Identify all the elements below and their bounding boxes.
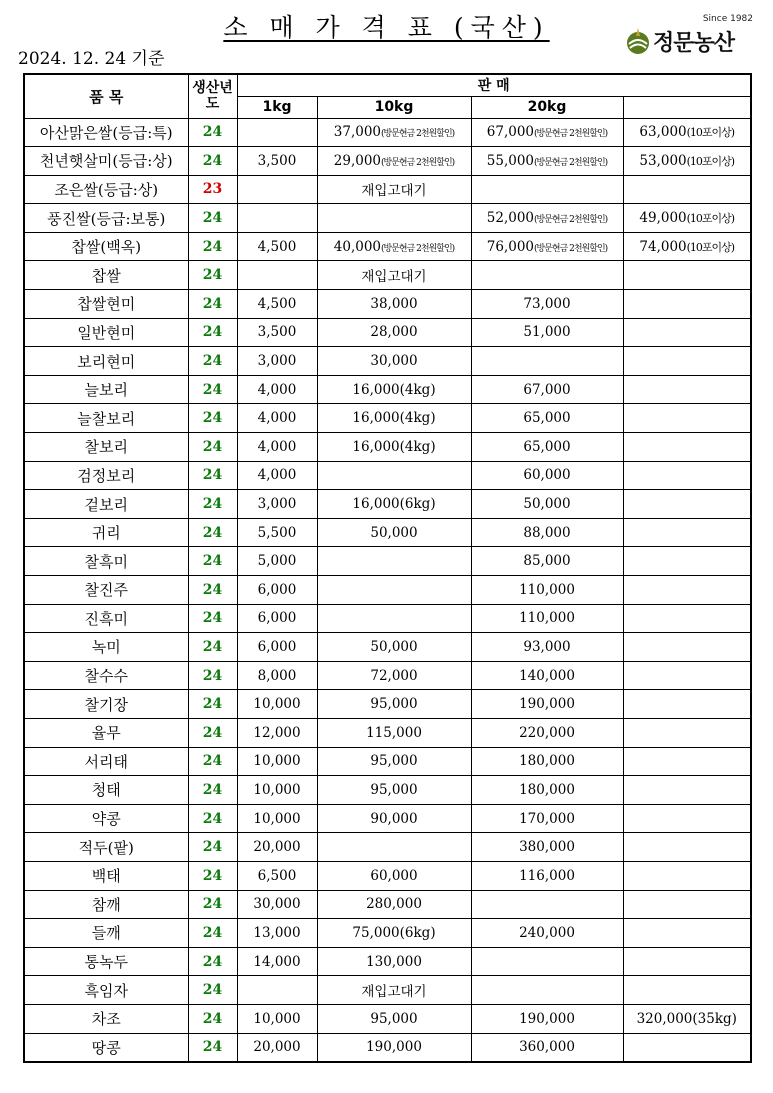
table-row xyxy=(24,518,751,547)
table-row xyxy=(24,776,751,805)
table-row xyxy=(24,318,751,347)
price-bulk: 49,000(10포이상) xyxy=(623,204,751,233)
price-1kg xyxy=(237,175,317,204)
price-10kg: 16,000(4kg) xyxy=(317,404,471,433)
price-bulk xyxy=(623,404,751,433)
price-10kg: 16,000(6kg) xyxy=(317,490,471,519)
price-bulk: 74,000(10포이상) xyxy=(623,232,751,261)
table-row xyxy=(24,232,751,261)
price-1kg: 10,000 xyxy=(237,690,317,719)
production-year: 24 xyxy=(188,318,237,347)
table-row xyxy=(24,633,751,662)
price-1kg xyxy=(237,261,317,290)
table-row xyxy=(24,861,751,890)
production-year: 24 xyxy=(188,890,237,919)
price-10kg: 60,000 xyxy=(317,861,471,890)
item-name: 찰진주 xyxy=(24,576,188,605)
price-10kg xyxy=(317,204,471,233)
price-20kg: 116,000 xyxy=(471,861,623,890)
company-logo xyxy=(625,14,755,60)
table-row xyxy=(24,604,751,633)
header-year: 생산년도 xyxy=(188,74,237,118)
price-bulk xyxy=(623,1033,751,1062)
price-1kg: 5,500 xyxy=(237,518,317,547)
price-bulk xyxy=(623,890,751,919)
item-name: 들깨 xyxy=(24,919,188,948)
price-bulk xyxy=(623,461,751,490)
price-1kg xyxy=(237,976,317,1005)
item-name: 녹미 xyxy=(24,633,188,662)
price-1kg: 14,000 xyxy=(237,947,317,976)
price-20kg: 67,000 xyxy=(471,375,623,404)
production-year: 24 xyxy=(188,919,237,948)
header-bulk xyxy=(623,96,751,118)
price-bulk xyxy=(623,690,751,719)
table-row xyxy=(24,976,751,1005)
item-name: 검정보리 xyxy=(24,461,188,490)
item-name: 겉보리 xyxy=(24,490,188,519)
item-name: 차조 xyxy=(24,1004,188,1033)
price-1kg: 6,000 xyxy=(237,633,317,662)
table-row xyxy=(24,690,751,719)
item-name: 찰기장 xyxy=(24,690,188,719)
price-1kg: 6,000 xyxy=(237,576,317,605)
price-10kg: 95,000 xyxy=(317,1004,471,1033)
price-10kg xyxy=(317,604,471,633)
price-bulk: 63,000(10포이상) xyxy=(623,118,751,147)
price-20kg: 190,000 xyxy=(471,1004,623,1033)
table-row xyxy=(24,833,751,862)
price-bulk xyxy=(623,947,751,976)
price-20kg: 180,000 xyxy=(471,747,623,776)
price-1kg: 20,000 xyxy=(237,1033,317,1062)
price-bulk xyxy=(623,861,751,890)
price-1kg: 4,000 xyxy=(237,375,317,404)
item-name: 늘보리 xyxy=(24,375,188,404)
price-1kg: 4,000 xyxy=(237,404,317,433)
price-10kg: 50,000 xyxy=(317,518,471,547)
header-20kg: 20kg xyxy=(471,96,623,118)
price-1kg: 4,000 xyxy=(237,461,317,490)
production-year: 24 xyxy=(188,433,237,462)
price-20kg xyxy=(471,947,623,976)
production-year: 24 xyxy=(188,404,237,433)
table-row xyxy=(24,290,751,319)
production-year: 24 xyxy=(188,204,237,233)
item-name: 풍진쌀(등급:보통) xyxy=(24,204,188,233)
item-name: 약콩 xyxy=(24,804,188,833)
price-20kg: 55,000(방문현금 2천원할인) xyxy=(471,147,623,176)
price-10kg: 16,000(4kg) xyxy=(317,375,471,404)
price-bulk xyxy=(623,547,751,576)
page-title: 소 매 가 격 표 (국산) xyxy=(223,13,550,42)
item-name: 통녹두 xyxy=(24,947,188,976)
price-bulk xyxy=(623,919,751,948)
header-item: 품 목 xyxy=(24,74,188,118)
price-20kg: 110,000 xyxy=(471,604,623,633)
price-bulk xyxy=(623,604,751,633)
production-year: 24 xyxy=(188,290,237,319)
item-name: 찰수수 xyxy=(24,661,188,690)
item-name: 적두(팥) xyxy=(24,833,188,862)
price-10kg: 130,000 xyxy=(317,947,471,976)
price-20kg: 67,000(방문현금 2천원할인) xyxy=(471,118,623,147)
price-10kg xyxy=(317,547,471,576)
price-1kg: 4,500 xyxy=(237,290,317,319)
price-10kg: 90,000 xyxy=(317,804,471,833)
production-year: 24 xyxy=(188,861,237,890)
item-name: 조은쌀(등급:상) xyxy=(24,175,188,204)
price-10kg: 28,000 xyxy=(317,318,471,347)
table-row xyxy=(24,547,751,576)
price-20kg: 52,000(방문현금 2천원할인) xyxy=(471,204,623,233)
item-name: 청태 xyxy=(24,776,188,805)
production-year: 24 xyxy=(188,347,237,376)
price-1kg: 20,000 xyxy=(237,833,317,862)
price-1kg: 4,000 xyxy=(237,433,317,462)
production-year: 24 xyxy=(188,661,237,690)
price-bulk xyxy=(623,290,751,319)
table-row xyxy=(24,947,751,976)
price-20kg: 50,000 xyxy=(471,490,623,519)
item-name: 찹쌀(백옥) xyxy=(24,232,188,261)
price-1kg: 6,000 xyxy=(237,604,317,633)
price-20kg xyxy=(471,261,623,290)
price-bulk xyxy=(623,633,751,662)
production-year: 24 xyxy=(188,976,237,1005)
price-20kg xyxy=(471,175,623,204)
production-year: 24 xyxy=(188,518,237,547)
price-10kg: 30,000 xyxy=(317,347,471,376)
item-name: 흑임자 xyxy=(24,976,188,1005)
price-10kg: 재입고대기 xyxy=(317,175,471,204)
price-bulk xyxy=(623,261,751,290)
price-10kg: 75,000(6kg) xyxy=(317,919,471,948)
item-name: 천년햇살미(등급:상) xyxy=(24,147,188,176)
production-year: 24 xyxy=(188,633,237,662)
price-bulk xyxy=(623,747,751,776)
production-year: 24 xyxy=(188,747,237,776)
price-1kg: 4,500 xyxy=(237,232,317,261)
price-1kg: 10,000 xyxy=(237,1004,317,1033)
production-year: 24 xyxy=(188,461,237,490)
price-bulk: 53,000(10포이상) xyxy=(623,147,751,176)
header-10kg: 10kg xyxy=(317,96,471,118)
price-10kg: 190,000 xyxy=(317,1033,471,1062)
production-year: 24 xyxy=(188,1004,237,1033)
item-name: 찰흑미 xyxy=(24,547,188,576)
header-1kg: 1kg xyxy=(237,96,317,118)
price-1kg: 6,500 xyxy=(237,861,317,890)
item-name: 진흑미 xyxy=(24,604,188,633)
price-10kg xyxy=(317,461,471,490)
production-year: 24 xyxy=(188,1033,237,1062)
price-bulk xyxy=(623,433,751,462)
price-20kg: 60,000 xyxy=(471,461,623,490)
table-row xyxy=(24,261,751,290)
price-1kg xyxy=(237,118,317,147)
price-20kg: 360,000 xyxy=(471,1033,623,1062)
price-bulk xyxy=(623,375,751,404)
price-20kg: 85,000 xyxy=(471,547,623,576)
item-name: 율무 xyxy=(24,718,188,747)
production-year: 24 xyxy=(188,375,237,404)
price-bulk xyxy=(623,976,751,1005)
item-name: 일반현미 xyxy=(24,318,188,347)
item-name: 찹쌀현미 xyxy=(24,290,188,319)
price-1kg: 3,500 xyxy=(237,147,317,176)
price-10kg xyxy=(317,576,471,605)
price-bulk xyxy=(623,175,751,204)
price-bulk xyxy=(623,661,751,690)
price-10kg: 재입고대기 xyxy=(317,261,471,290)
price-bulk xyxy=(623,833,751,862)
price-1kg: 3,000 xyxy=(237,490,317,519)
price-10kg: 50,000 xyxy=(317,633,471,662)
price-20kg: 240,000 xyxy=(471,919,623,948)
table-row xyxy=(24,1004,751,1033)
table-row xyxy=(24,461,751,490)
table-row xyxy=(24,147,751,176)
price-bulk xyxy=(623,804,751,833)
date-label: 2024. 12. 24 기준 xyxy=(18,49,165,69)
price-10kg: 95,000 xyxy=(317,776,471,805)
price-bulk xyxy=(623,490,751,519)
price-1kg: 10,000 xyxy=(237,804,317,833)
production-year: 24 xyxy=(188,718,237,747)
table-row xyxy=(24,175,751,204)
price-20kg xyxy=(471,347,623,376)
price-1kg: 3,000 xyxy=(237,347,317,376)
price-bulk xyxy=(623,347,751,376)
price-bulk xyxy=(623,576,751,605)
price-10kg: 37,000(방문현금 2천원할인) xyxy=(317,118,471,147)
price-1kg: 10,000 xyxy=(237,776,317,805)
price-10kg: 29,000(방문현금 2천원할인) xyxy=(317,147,471,176)
price-bulk xyxy=(623,718,751,747)
price-20kg xyxy=(471,976,623,1005)
production-year: 24 xyxy=(188,833,237,862)
logo-since: Since 1982 xyxy=(702,14,753,24)
table-row xyxy=(24,204,751,233)
price-20kg: 88,000 xyxy=(471,518,623,547)
price-table xyxy=(23,73,752,1063)
table-row xyxy=(24,347,751,376)
production-year: 24 xyxy=(188,547,237,576)
price-10kg: 38,000 xyxy=(317,290,471,319)
table-row xyxy=(24,804,751,833)
price-20kg: 76,000(방문현금 2천원할인) xyxy=(471,232,623,261)
price-1kg: 13,000 xyxy=(237,919,317,948)
item-name: 아산맑은쌀(등급:특) xyxy=(24,118,188,147)
price-1kg: 12,000 xyxy=(237,718,317,747)
price-1kg: 30,000 xyxy=(237,890,317,919)
price-1kg: 3,500 xyxy=(237,318,317,347)
item-name: 늘찰보리 xyxy=(24,404,188,433)
item-name: 참깨 xyxy=(24,890,188,919)
production-year: 24 xyxy=(188,147,237,176)
item-name: 귀리 xyxy=(24,518,188,547)
price-10kg: 16,000(4kg) xyxy=(317,433,471,462)
table-row xyxy=(24,747,751,776)
price-20kg: 65,000 xyxy=(471,404,623,433)
production-year: 24 xyxy=(188,947,237,976)
price-10kg: 72,000 xyxy=(317,661,471,690)
table-row xyxy=(24,490,751,519)
table-row xyxy=(24,375,751,404)
price-20kg: 93,000 xyxy=(471,633,623,662)
item-name: 찹쌀 xyxy=(24,261,188,290)
item-name: 찰보리 xyxy=(24,433,188,462)
price-20kg: 380,000 xyxy=(471,833,623,862)
table-row xyxy=(24,1033,751,1062)
price-10kg: 40,000(방문현금 2천원할인) xyxy=(317,232,471,261)
logo-name: 정문농산 xyxy=(653,31,735,56)
price-20kg: 140,000 xyxy=(471,661,623,690)
price-20kg: 51,000 xyxy=(471,318,623,347)
price-1kg xyxy=(237,204,317,233)
price-20kg: 73,000 xyxy=(471,290,623,319)
production-year: 24 xyxy=(188,576,237,605)
production-year: 24 xyxy=(188,261,237,290)
table-row xyxy=(24,433,751,462)
price-1kg: 10,000 xyxy=(237,747,317,776)
price-20kg xyxy=(471,890,623,919)
item-name: 보리현미 xyxy=(24,347,188,376)
price-bulk xyxy=(623,776,751,805)
table-row xyxy=(24,661,751,690)
rice-grain-icon xyxy=(625,26,651,56)
production-year: 24 xyxy=(188,804,237,833)
price-20kg: 190,000 xyxy=(471,690,623,719)
price-20kg: 65,000 xyxy=(471,433,623,462)
price-bulk xyxy=(623,518,751,547)
production-year: 24 xyxy=(188,776,237,805)
production-year: 23 xyxy=(188,175,237,204)
price-20kg: 110,000 xyxy=(471,576,623,605)
price-bulk: 320,000(35kg) xyxy=(623,1004,751,1033)
price-20kg: 180,000 xyxy=(471,776,623,805)
price-1kg: 5,000 xyxy=(237,547,317,576)
item-name: 백태 xyxy=(24,861,188,890)
price-10kg: 95,000 xyxy=(317,690,471,719)
table-row xyxy=(24,118,751,147)
production-year: 24 xyxy=(188,232,237,261)
production-year: 24 xyxy=(188,690,237,719)
item-name: 서리태 xyxy=(24,747,188,776)
table-row xyxy=(24,890,751,919)
price-1kg: 8,000 xyxy=(237,661,317,690)
price-10kg: 280,000 xyxy=(317,890,471,919)
price-10kg: 115,000 xyxy=(317,718,471,747)
production-year: 24 xyxy=(188,490,237,519)
price-20kg: 220,000 xyxy=(471,718,623,747)
price-20kg: 170,000 xyxy=(471,804,623,833)
production-year: 24 xyxy=(188,604,237,633)
price-10kg xyxy=(317,833,471,862)
table-row xyxy=(24,718,751,747)
table-row xyxy=(24,404,751,433)
production-year: 24 xyxy=(188,118,237,147)
price-10kg: 재입고대기 xyxy=(317,976,471,1005)
table-row xyxy=(24,919,751,948)
price-10kg: 95,000 xyxy=(317,747,471,776)
item-name: 땅콩 xyxy=(24,1033,188,1062)
price-bulk xyxy=(623,318,751,347)
table-row xyxy=(24,576,751,605)
header-sale: 판 매 xyxy=(237,74,751,96)
